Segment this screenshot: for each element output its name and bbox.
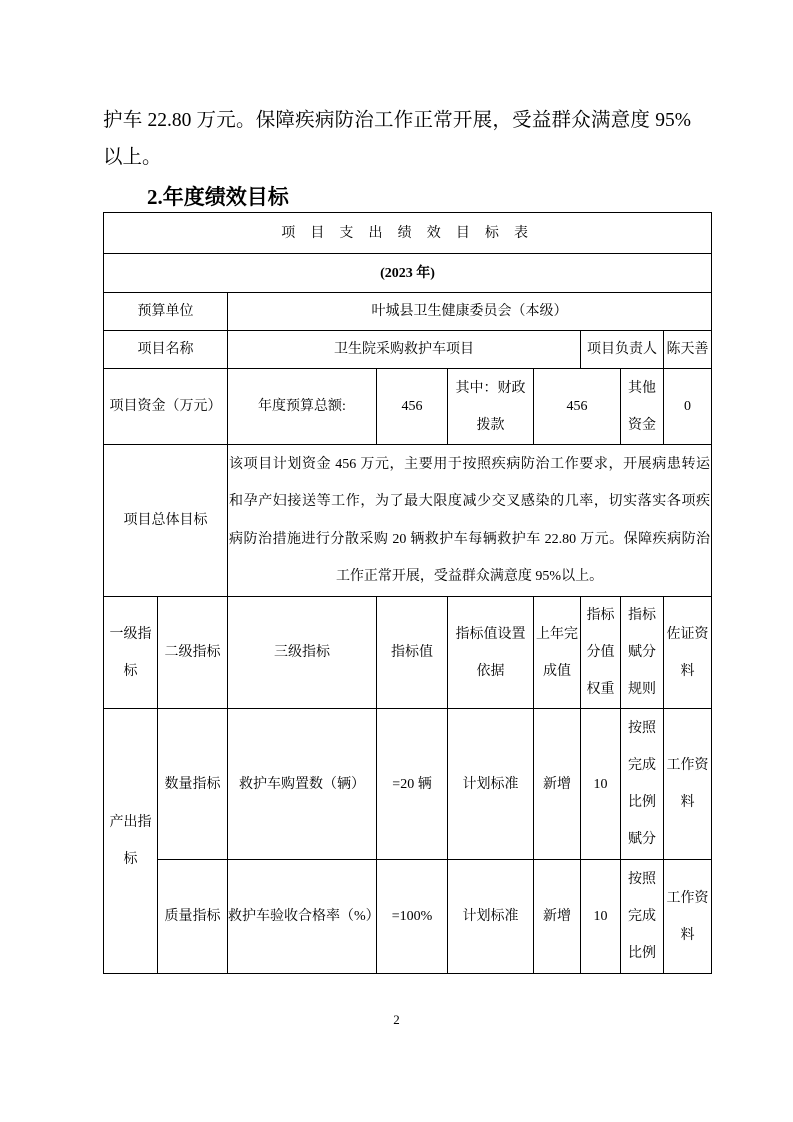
table-title: 项 目 支 出 绩 效 目 标 表 <box>281 225 534 241</box>
evidence-cell <box>664 709 712 860</box>
project-lead-label: 项目负责人 <box>581 331 664 369</box>
header-basis-cell <box>448 597 534 709</box>
evidence: 工作资料 <box>666 890 709 943</box>
scoring-rule: 按照完成比例 <box>627 872 656 961</box>
header-rule: 指标赋分规则 <box>627 608 656 697</box>
scoring-rule-cell <box>621 860 664 974</box>
table-year-row <box>104 254 712 293</box>
table-title-cell <box>104 213 712 254</box>
header-basis: 指标值设置依据 <box>455 626 526 679</box>
header-evidence: 佐证资料 <box>666 626 709 679</box>
indicator-weight: 10 <box>581 709 621 860</box>
indicator-value: =20 辆 <box>377 709 448 860</box>
indicator-header-row <box>104 597 712 709</box>
section-heading: 2.年度绩效目标 <box>147 185 289 209</box>
overall-goal-line: 病防治措施进行分散采购 20 辆救护车每辆救护车 22.80 万元。保障疾病防治 <box>229 531 711 547</box>
indicator-weight: 10 <box>581 860 621 974</box>
level3-indicator: 救护车购置数（辆） <box>228 709 377 860</box>
indicator-value: =100% <box>377 860 448 974</box>
table-year-cell <box>104 254 712 293</box>
header-last-year-cell <box>534 597 581 709</box>
header-weight: 指标分值权重 <box>586 608 615 697</box>
last-year-value: 新增 <box>534 860 581 974</box>
performance-target-table <box>103 212 712 974</box>
other-funds-value: 0 <box>664 369 712 445</box>
other-funds-label: 其他资金 <box>627 380 656 433</box>
header-level1-cell <box>104 597 158 709</box>
indicator-basis: 计划标准 <box>448 709 534 860</box>
table-row <box>104 709 712 860</box>
page-number: 2 <box>393 1012 400 1027</box>
project-lead-value: 陈天善 <box>664 331 712 369</box>
project-name-label: 项目名称 <box>104 331 228 369</box>
header-value: 指标值 <box>377 597 448 709</box>
header-level2: 二级指标 <box>158 597 228 709</box>
fiscal-funds-label: 其中：财政拨款 <box>455 380 526 433</box>
intro-paragraph <box>103 102 691 176</box>
header-last-year: 上年完成值 <box>535 626 578 679</box>
annual-budget-label: 年度预算总额: <box>228 369 377 445</box>
intro-line: 以上。 <box>103 147 162 168</box>
header-level1: 一级指标 <box>109 626 152 679</box>
scoring-rule: 按照完成比例赋分 <box>627 721 656 847</box>
fiscal-funds-label-cell <box>448 369 534 445</box>
overall-goal-line: 工作正常开展，受益群众满意度 95%以上。 <box>335 569 604 584</box>
overall-goal-line: 该项目计划资金 456 万元，主要用于按照疾病防治工作要求，开展病患转运 <box>229 456 711 472</box>
budget-unit-label: 预算单位 <box>104 293 228 331</box>
level2-indicator: 数量指标 <box>158 709 228 860</box>
intro-line: 护车 22.80 万元。保障疾病防治工作正常开展，受益群众满意度 95% <box>103 110 691 131</box>
annual-budget-value: 456 <box>377 369 448 445</box>
evidence-cell <box>664 860 712 974</box>
table-row <box>104 860 712 974</box>
level1-cell <box>104 709 158 974</box>
evidence: 工作资料 <box>666 758 709 810</box>
scoring-rule-cell <box>621 709 664 860</box>
overall-goal-text-cell <box>228 445 712 597</box>
project-name-value: 卫生院采购救护车项目 <box>228 331 581 369</box>
level1-indicator: 产出指标 <box>109 815 152 867</box>
budget-unit-row <box>104 293 712 331</box>
overall-goal-row <box>104 445 712 597</box>
project-funds-row <box>104 369 712 445</box>
level2-indicator: 质量指标 <box>158 860 228 974</box>
fiscal-funds-value: 456 <box>534 369 621 445</box>
indicator-basis: 计划标准 <box>448 860 534 974</box>
other-funds-label-cell <box>621 369 664 445</box>
funds-label: 项目资金（万元） <box>104 369 228 445</box>
level3-indicator: 救护车验收合格率（%） <box>228 860 377 974</box>
overall-goal-text <box>228 446 711 596</box>
overall-goal-line: 和孕产妇接送等工作，为了最大限度减少交叉感染的几率，切实落实各项疾 <box>229 494 711 509</box>
header-evidence-cell <box>664 597 712 709</box>
table-year: (2023 年) <box>380 265 435 281</box>
last-year-value: 新增 <box>534 709 581 860</box>
overall-goal-label: 项目总体目标 <box>104 445 228 597</box>
header-level3: 三级指标 <box>228 597 377 709</box>
header-rule-cell <box>621 597 664 709</box>
project-name-row <box>104 331 712 369</box>
header-weight-cell <box>581 597 621 709</box>
budget-unit-value: 叶城县卫生健康委员会（本级） <box>228 293 712 331</box>
table-title-row <box>104 213 712 254</box>
